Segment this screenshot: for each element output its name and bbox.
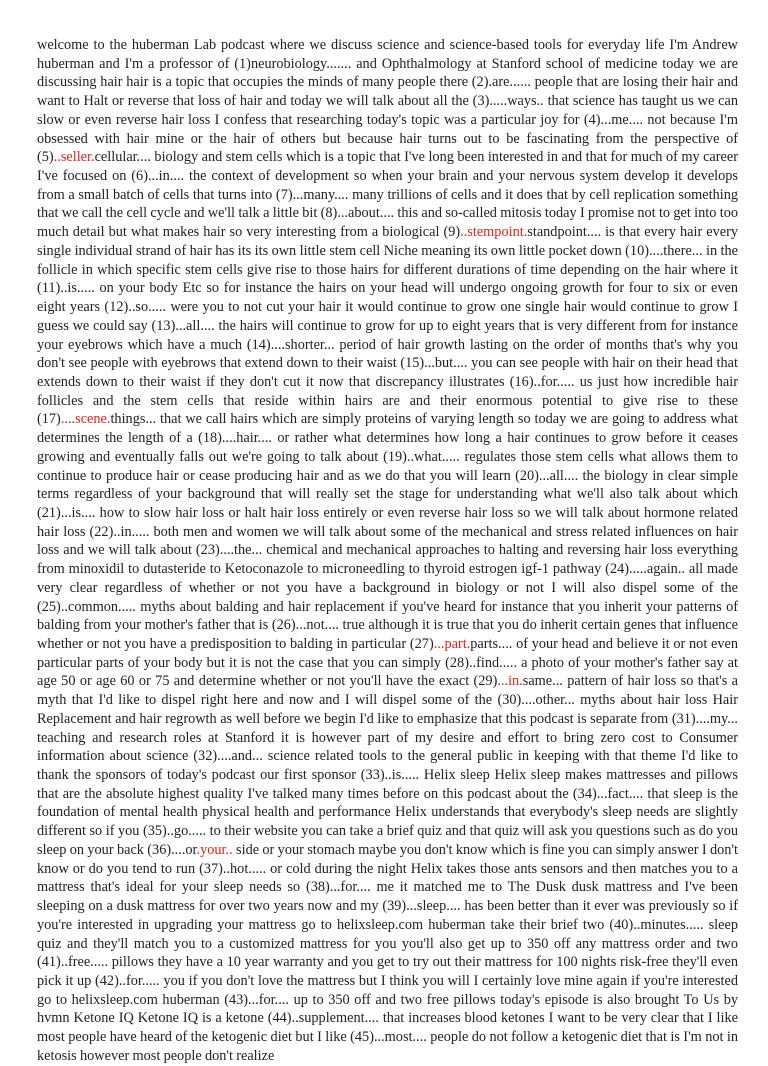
transcript-paragraph [37,36,738,1066]
text-segment: standpoint.... is that every hair every single individual strand of hair has its its own little stem cell Niche meaning its own little pocket down (10)....there... in the follicle in which specific stem cells give rise to those hairs for different durations of time depending on the hair where it (11)..is..... on your body Etc so for instance the hairs on your head will undergo ongoing growth for four to six or even eight years (12)..so..... were you to not cut your hair it would continue to grow one single hair would continue to grow I guess we could say (13)...all.... the hairs will continue to grow for up to eight years that is very different from for instance your eyebrows which have a much (14)....shorter... period of hair growth lasting on the order of months that's why you don't see people with eyebrows that extend down to their waist (15)...but.... you can see people with hair on their head that extends down to their waist if they don't cut it now that discrepancy illustrates (16)..for..... us just how incredible hair follicles and the stem cells that reside within hairs are and their enormous potential to give rise to these (17) [37,224,738,428]
highlighted-word: ..stempoint. [460,224,528,241]
highlighted-word: ...in. [497,673,523,690]
highlighted-word: ....scene. [60,411,111,428]
highlighted-word: .your.. [196,841,233,858]
text-segment: welcome to the huberman Lab podcast where we discuss science and science-based tools for everyday life I'm Andrew huberman and I'm a professor of (1)neurobiology....... and Ophthalmology at Stanford school of medicine today we are discussing hair hair is a topic that occupies the minds of many people there (2).are...... people that are losing their hair and want to Halt or reverse that loss of hair and today we will talk about all the (3).....ways.. that science has taught us we can slow or even reverse hair loss I confess that researching today's topic was a particular joy for (4)...me.... not because I'm obsessed with hair mine or the hair of others but because hair turns out to be fascinating from the perspective of (5) [37,37,738,166]
text-segment: side or your stomach maybe you don't know which is fine you can simply answer I don't know or do you tend to run (37)..hot..... or cold during the night Helix takes those ants sensors and then matches you to a mattress that's ideal for your sleep needs so (38)...for.... me it matched me to The Dusk dusk mattress and I've been sleeping on a dusk mattress for over two years now and my (39)...sleep.... has been better than it ever was previously so if you're interested in upgrading your mattress go to helixsleep.com huberman take their brief two (40)..minutes..... sleep quiz and they'll match you to a customized mattress for you you'll also get up to 350 off any mattress order and two (41)..free..... pillows they have a 10 year warranty and you get to try out their mattress for 100 nights risk-free they'll even pick it up (42)..for..... you if you don't love the mattress but I think you will I certainly love mine again if you're interested go to helixsleep.com huberman (43)...for.... up to 350 off and two free pillows today's episode is also brought To Us by hvmn Ketone IQ Ketone IQ is a ketone (44)..supplement.... that increases blood ketones I want to be very clear that I like most people have heard of the ketogenic diet but I like (45)...most.... people do not follow a ketogenic diet that is I'm not in ketosis however most people don't realize [37,841,738,1064]
highlighted-word: ...part. [433,636,471,652]
text-segment: cellular.... biology and stem cells which is a topic that I've long been interested in and that for much of my career I've focused on (6)...in.... the context of development so when your brain and your nervous system develop it develops from a small batch of cells that turns into (7)...many.... many trillions of cells and it does that by cell replication something that we call the cell cycle and we'll talk a little bit (8)...about.... this and so-called mitosis today I promise not to get into too much detail but what makes hair so very interesting from a biological (9) [37,149,738,241]
highlighted-word: ..seller. [53,149,95,166]
text-segment: things... that we call hairs which are simply proteins of varying length so today we are going to address what determines the length of a (18)....hair.... or rather what determines how long a hair continues to grow before it ceases growing and eventually falls out we're going to talk about (19)..what..... regulates those stem cells what allows them to continue to produce hair or cease producing hair and as we do that you will learn (20)...all.... the biology in clear simple terms regardless of your background that will really set the stage for understanding what we'll also talk about which (21)...is.... how to slow hair loss or halt hair loss entirely or even reverse hair loss so we will talk about hormone related hair loss (22)..in..... both men and women we will talk about some of the mechanical and stress related influences on hair loss and we will talk about (23)....the... chemical and mechanical approaches to halting and reversing hair loss everything from minoxidil to dutasteride to Ketoconazole to microneedling to thyroid estrogen igf-1 pathway (24).....again.. all made very clear regardless of whether or not you have a background in biology or not I will also dispel some of the (25)..common..... myths about balding and hair replacement if you've heard for instance that you inherit your patterns of balding from your mother's father that is (26)...not.... true although it is true that you do inherit certain genes that influence whether or not you have a predisposition to balding in particular (27) [37,411,738,652]
text-segment: same... pattern of hair loss so that's a myth that I'd like to dispel right here and now and I will dispel some of the (30)....other... myths about hair loss Hair Replacement and hair regrowth as well before we begin I'd like to emphasize that this podcast is separate from (31)....my... teaching and research roles at Stanford it is however part of my desire and effort to bring zero cost to Consumer information about science (32)....and... science related tools to the general public in keeping with that theme I'd like to thank the sponsors of today's podcast our first sponsor (33)..is..... Helix sleep Helix sleep makes mattresses and pillows that are the absolute highest quality I've talked many times before on this podcast about the (34)...fact.... that sleep is the foundation of mental health physical health and performance Helix understands that everybody's sleep needs are slightly different so if you (35)..go..... to their website you can take a brief quiz and that quiz will ask you questions such as do you sleep on your back (36)....or [37,673,738,858]
text-segment: parts.... of your head and believe it or not even particular parts of your body but it is not the case that you can simply (28)..find..... a photo of your mother's father say at age 50 or age 60 or 75 and determine whether or not you'll have the exact (29) [37,636,738,690]
